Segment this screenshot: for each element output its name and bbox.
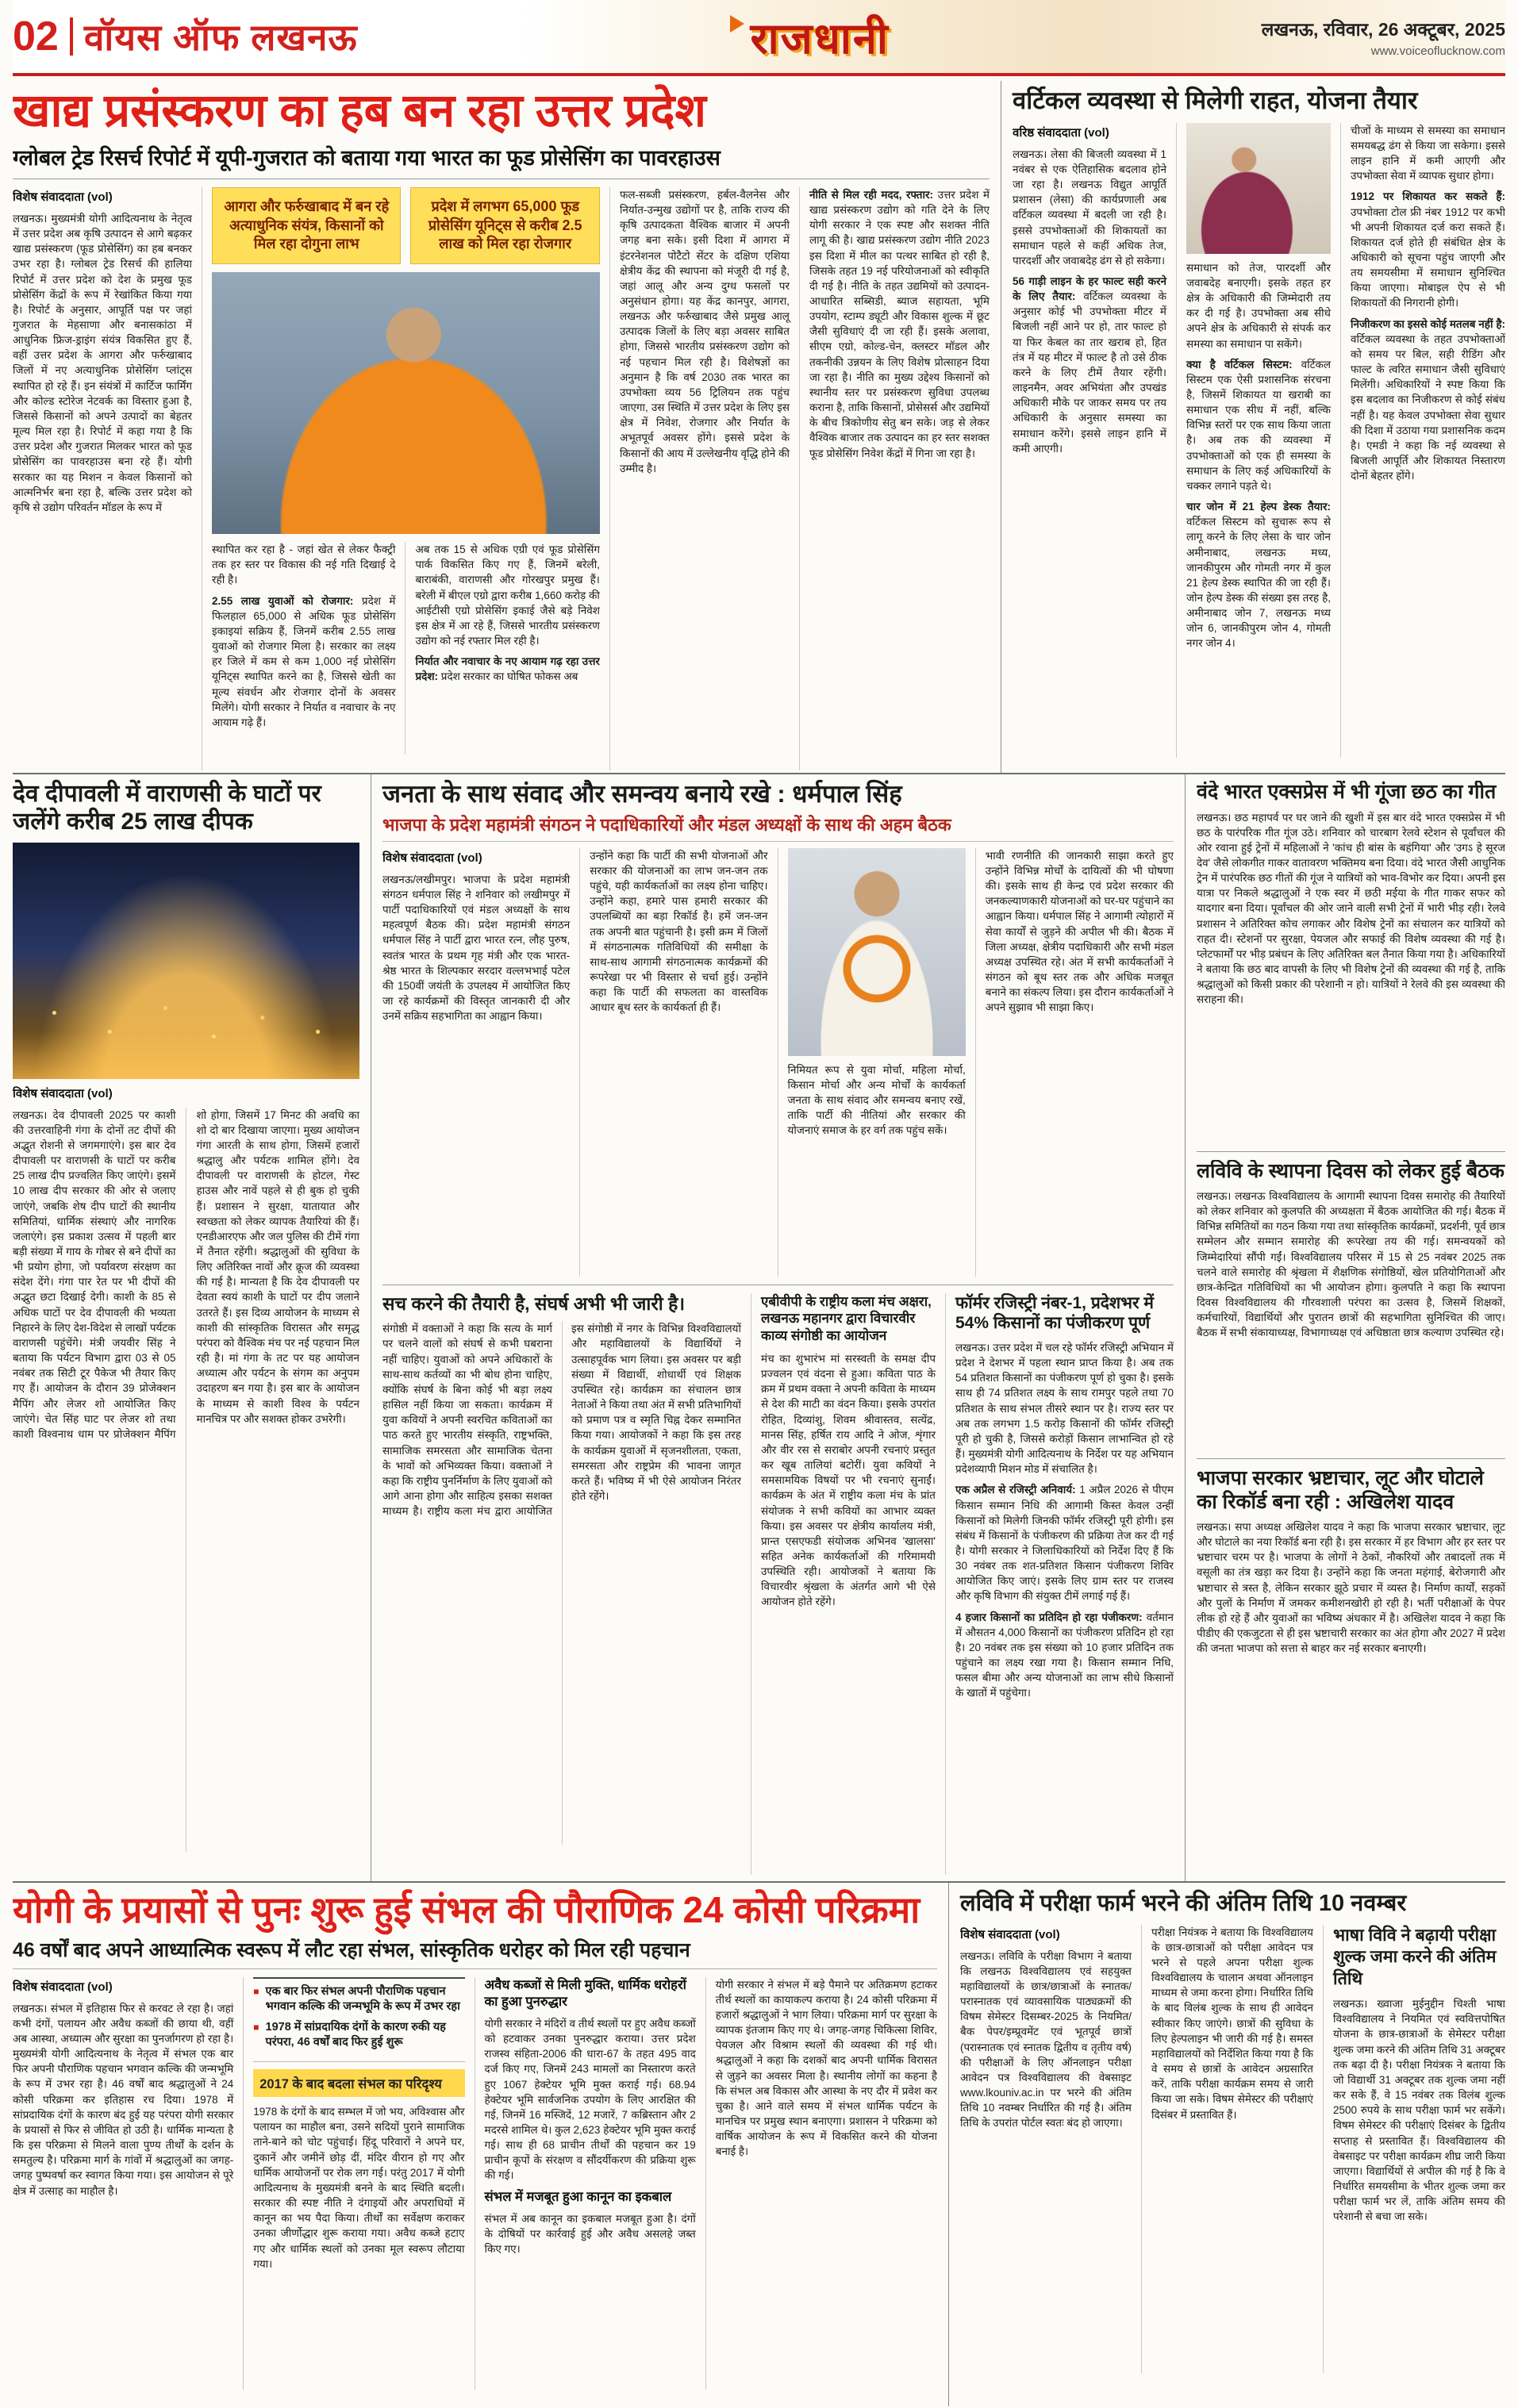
dharm-col-1 [382, 848, 580, 1277]
article-paragraph: चीजों के माध्यम से समस्या का समाधान समयबद्ध ढंग से किया जा सकेगा। इससे लाइन हानि में कमी आएगी और उपभोक्ता सेवा में व्यापक सुधार होगा। [1351, 124, 1505, 182]
byline: विशेष संवाददाता (vol) [13, 1086, 113, 1100]
dharampal-article [382, 781, 1174, 1277]
article-headline: सच करने की तैयारी है, संघर्ष अभी भी जारी है। [382, 1292, 686, 1314]
vertical-system-article [1001, 81, 1505, 774]
paragraph-text: वर्तमान में औसतन 4,000 किसानों का पंजीकरण प्रतिदिन हो रहा है। 20 नवंबर तक इस संख्या को 10 हजार प्रतिदिन तक पहुंचाने का लक्ष्य रखा गया है। किसान सम्मान निधि, फसल बीमा और अन्य योजनाओं का लाभ सीधे किसानों के खातों में पहुंचेगा। [955, 1611, 1174, 1699]
article-paragraph: उन्होंने कहा कि पार्टी की सभी योजनाओं और सरकार की योजनाओं का लाभ जन-जन तक पहुंचे, यही कार्यकर्ताओं का लक्ष्य होना चाहिए। उन्होंने कहा, हमारे पास हमारी सरकार की उपलब्धियों का बड़ा रिकॉर्ड है। हमें जन-जन तक अपनी बात पहुंचानी है। इसी क्रम में जिलों में संगठनात्मक गतिविधियों की समीक्षा के साथ-साथ आगामी संगठनात्मक कार्यक्रमों की रूपरेखा पर भी विस्तार से चर्चा हुई। उन्होंने कहा कि पार्टी की सफलता का वास्तविक आधार बूथ स्तर के कार्यकर्ता ही हैं। [590, 849, 768, 1014]
article-paragraph: अब तक 15 से अधिक एग्री एवं फूड प्रोसेसिंग पार्क विकसित किए गए हैं, जिनमें बरेली, बाराबंकी, वाराणसी और गोरखपुर प्रमुख हैं। बरेली में बीएल एग्रो द्वारा करीब 1,660 करोड़ की आईटीसी एग्रो प्रोसेसिंग इकाई जैसे बड़े निवेश इस क्षेत्र में आ रहे हैं, जिससे भारतीय प्रसंस्करण उद्योग को नई रफ्तार मिल रही है। [415, 543, 600, 647]
article-paragraph: भावी रणनीति की जानकारी साझा करते हुए उन्होंने विभिन्न मोर्चों के दायित्वों की भी घोषणा की। इसके साथ ही केन्द्र एवं प्रदेश सरकार की जनकल्याणकारी योजनाओं को घर-घर पहुंचाने का आह्वान किया। धर्मपाल सिंह ने आगामी त्योहारों में सेवा कार्यों से जुड़ने की अपील भी की। बैठक में जिला अध्यक्ष, क्षेत्रीय पदाधिकारी और सभी मंडल अध्यक्ष उपस्थित रहे। अंत में सभी कार्यकर्ताओं ने संगठन को बूथ स्तर तक और अधिक मजबूत बनाने का संकल्प लिया। इस दौरान कार्यकर्ताओं ने अपने सुझाव भी साझा किए। [985, 849, 1174, 1014]
akhilesh-article [1197, 1467, 1505, 1773]
article-paragraph: मंच का शुभारंभ मां सरस्वती के समक्ष दीप प्रज्वलन एवं वंदना से हुआ। कविता पाठ के क्रम में प्रथम वक्ता ने अपनी कविता के माध्यम से देश की माटी का वंदन किया। इसके उपरांत रोहित, दिव्यांशु, शिवम श्रीवास्तव, सत्येंद्र, मानस सिंह, हर्षित राय आदि ने ओज, शृंगार और वीर रस से सराबोर अपनी रचनाएं प्रस्तुत कर खूब तालियां बटोरीं। युवा कवियों ने समसामयिक विषयों पर भी रचनाएं सुनाईं। कार्यक्रम के अंत में राष्ट्रीय कला मंच के प्रांत संयोजक ने सभी कवियों का आभार व्यक्त किया। इस अवसर पर क्षेत्रीय कार्यालय मंत्री, प्रान्त एसएफडी संयोजक अभिनव 'खालसा' सहित अनेक कार्यकर्ताओं की गरिमामयी उपस्थिति रही। आयोजकों ने बताया कि विचारवीर श्रृंखला के अंतर्गत आगे भी ऐसे आयोजन होते रहेंगे। [761, 1352, 936, 1608]
highlight-row [212, 187, 600, 264]
middle-right-column [1186, 774, 1505, 1881]
section-divider [1197, 1458, 1505, 1459]
logo-text: राजधानी [750, 15, 890, 63]
article-paragraph [1186, 499, 1331, 651]
page-header [13, 0, 1505, 73]
bullet-text: 1978 में सांप्रदायिक दंगों के कारण रुकी यह परंपरा, 46 वर्षों बाद फिर हुई शुरू [265, 2020, 446, 2049]
dharampal-singh-photo [788, 848, 966, 1056]
section-divider [1197, 1151, 1505, 1152]
inline-subhead: 4 हजार किसानों का प्रतिदिन हो रहा पंजीकरण: [955, 1611, 1143, 1623]
masthead-rule [13, 73, 1505, 76]
article-headline: लविवि के स्थापना दिवस को लेकर हुई बैठक [1197, 1159, 1505, 1182]
article-body [13, 1108, 359, 1852]
inline-subhead: चार जोन में 21 हेल्प डेस्क तैयार: [1186, 501, 1331, 513]
lu-foundation-article [1197, 1160, 1505, 1451]
lead-column-1 [13, 187, 202, 770]
article-paragraph: लखनऊ। लविवि के परीक्षा विभाग ने बताया कि लखनऊ विश्वविद्यालय एवं सहयुक्त महाविद्यालयों के छात्र/छात्राओं के स्नातक/परास्नातक एवं व्यावसायिक पाठ्यक्रमों की विषम सेमेस्टर दिसम्बर-2025 के नियमित/बैक पेपर/इम्प्रूवमेंट एवं भूतपूर्व छात्रों (परास्नातक एवं स्नातक द्वितीय व तृतीय वर्ष) की परीक्षाओं के लिए ऑनलाइन परीक्षा आवेदन पत्र विश्वविद्यालय की वेबसाइट www.lkouniv.ac.in पर भरने की अंतिम तिथि 10 नवम्बर निर्धारित की गई है। अंतिम तिथि के उपरांत पोर्टल स्वतः बंद हो जाएगा। [960, 1949, 1132, 2130]
masthead-title: वॉयस ऑफ लखनऊ [83, 17, 358, 58]
newspaper-logo [730, 7, 890, 66]
article-subheadline: भाजपा के प्रदेश महामंत्री संगठन ने पदाधिकारियों और मंडल अध्यक्षों के साथ की अहम बैठक [382, 812, 1174, 842]
article-paragraph: निमियत रूप से युवा मोर्चा, महिला मोर्चा, किसान मोर्चा और अन्य मोर्चों के कार्यकर्ता जनता के साथ संवाद और समन्वय बनाए रखें, ताकि पार्टी की नीतियां और सरकार की योजनाएं समाज के हर वर्ग तक पहुंच सकें। [787, 1063, 966, 1137]
article-paragraph: समाधान को तेज, पारदर्शी और जवाबदेह बनाएगी। इसके तहत हर क्षेत्र के अधिकारी की जिम्मेदारी तय कर दी गई है। उपभोक्ता अब सीधे अपने क्षेत्र के अधिकारी से संपर्क कर समस्या का समाधान पा सकेंगे। [1186, 261, 1331, 350]
sambhal-col-4 [706, 1977, 937, 2390]
inline-subhead: 56 गाड़ी लाइन के हर फाल्ट सही करने के लिए तैयार: [1013, 275, 1166, 303]
article-paragraph [955, 1610, 1174, 1701]
lead-subheadline: ग्लोबल ट्रेड रिसर्च रिपोर्ट में यूपी-गुजरात को बताया गया भारत का फूड प्रोसेसिंग का पावरहाउस [13, 142, 990, 179]
paragraph-text: वर्टिकल व्यवस्था के तहत उपभोक्ताओं को समय पर बिल, सही रीडिंग और फाल्ट के त्वरित समाधान जैसी सुविधाएं मिलेंगी। अधिकारियों ने स्पष्ट किया कि इस बदलाव का निजीकरण से कोई संबंध नहीं है। यह केवल उपभोक्ता सेवा सुधार की दिशा में उठाया गया प्रशासनिक कदम है। एमडी ने कहा कि नई व्यवस्था से बिजली आपूर्ति और शिकायत निस्तारण दोनों बेहतर होंगे। [1351, 332, 1505, 482]
bullet-icon: ■ [253, 2021, 259, 2033]
article-body [1197, 1519, 1505, 1773]
article-headline: वंदे भारत एक्सप्रेस में भी गूंजा छठ का गीत [1197, 781, 1497, 803]
abvp-article [751, 1293, 946, 1875]
paragraph-text: प्रदेश में फिलहाल 65,000 से अधिक फूड प्रोसेसिंग इकाइयां सक्रिय हैं, जिनमें करीब 2.55 लाख युवाओं को रोजगार मिला है। सरकार का लक्ष्य हर जिले में कम से कम 1,000 नई प्रोसेसिंग यूनिट्स स्थापित करने का है, जिससे खेती का मूल्य संवर्धन और रोजगार दोनों के अवसर मिलेंगे। योगी सरकार ने निर्यात व नवाचार के नए आयाम गढ़े हैं। [212, 594, 396, 728]
article-paragraph: योगी सरकार ने मंदिरों व तीर्थ स्थलों पर हुए अवैध कब्जों को हटवाकर उनका पुनरुद्धार कराया। उत्तर प्रदेश राजस्व संहिता-2006 की धारा-67 के तहत 495 वाद दर्ज किए गए, जिनमें 243 मामलों का निस्तारण करते हुए 1067 हेक्टेयर भूमि मुक्त कराई गई। 68.94 हेक्टेयर भूमि सार्वजनिक उपयोग के लिए आरक्षित की गई, जिनमें 16 मस्जिदें, 12 मजारें, 7 कब्रिस्तान और 2 मदरसे शामिल थे। कुल 2,623 हेक्टेयर भूमि मुक्त कराई गई। साथ ही 68 प्राचीन तीर्थों की पहचान कर 19 प्राचीन कूपों के संरक्षण व सौंदर्यीकरण की प्रक्रिया शुरू की गई। [484, 2017, 696, 2182]
article-body [960, 1925, 1505, 2373]
inline-subhead: एक अप्रैल से रजिस्ट्री अनिवार्य: [955, 1484, 1076, 1496]
bullet-item [253, 1984, 464, 2014]
sambhal-article [13, 1883, 949, 2406]
vertical-col-3 [1341, 123, 1505, 758]
article-headline: भाषा विवि ने बढ़ायी परीक्षा शुल्क जमा करने की अंतिम तिथि [1333, 1925, 1497, 1988]
article-body [1013, 123, 1505, 758]
sambhal-col-3 [475, 1977, 706, 2390]
article-headline: लविवि में परीक्षा फार्म भरने की अंतिम तिथि 10 नवम्बर [960, 1891, 1407, 1916]
farmer-registry-article [946, 1293, 1174, 1875]
article-body [1197, 810, 1505, 1143]
bhasha-university-article [1324, 1925, 1505, 2373]
bullet-list [253, 1977, 464, 2063]
paragraph-text: उपभोक्ता टोल फ्री नंबर 1912 पर कभी भी अपनी शिकायत दर्ज करा सकते हैं। शिकायत दर्ज होते ही संबंधित क्षेत्र के अधिकारी को सूचना पहुंच जाएगी और तय समयसीमा में समाधान सुनिश्चित किया जाएगा। मोबाइल ऐप से भी शिकायतों की निगरानी होगी। [1351, 205, 1505, 309]
dharm-col-2 [580, 848, 778, 1277]
paragraph-text: वर्टिकल व्यवस्था के अनुसार कोई भी उपभोक्ता मीटर में बिजली नहीं आने पर हो, तार फाल्ट हो या फिर केबल का तार खराब हो, हित तंत्र में यह मीटर में फाल्ट है तो उसे ठीक करने के लिए टीमें तैयार रहेंगी। लाइनमैन, अवर अभियंता और उपखंड अधिकारी मौके पर जाकर समय पर तय अधिकारी के अनुसार समस्या का समाधान करेंगे। इससे लाइन हानि में कमी आएगी। [1013, 290, 1166, 455]
article-subhead: अवैध कब्जों से मिली मुक्ति, धार्मिक धरोहरों का हुआ पुनरुद्धार [484, 1977, 686, 2009]
paragraph-text: उत्तर प्रदेश में खाद्य प्रसंस्करण उद्योग को गति देने के लिए योगी सरकार ने एक स्पष्ट और सशक्त नीति लागू की है। खाद्य प्रसंस्करण उद्योग नीति 2023 इस दिशा में मील का पत्थर साबित हो रही है, जिसके तहत 19 नई परियोजनाओं को स्वीकृति दी गई है। नीति के तहत उद्यमियों को उत्पादन-आधारित सब्सिडी, ब्याज सहायता, भूमि उपयोग, स्टाम्प ड्यूटी और विकास शुल्क में छूट जैसी सुविधाएं दी जा रही हैं। इसके अलावा, सीएम एग्रो, कोल्ड-चेन, क्लस्टर मॉडल और तकनीकी उन्नयन के लिए विशेष प्रोत्साहन दिया जा रहा है। नीति का मुख्य उद्देश्य किसानों को स्थानीय स्तर पर प्रसंस्करण सुविधा उपलब्ध कराना है, ताकि किसानों, प्रोसेसर्स और उद्यमियों के बीच त्रिकोणीय सेतु बन सके। जड़ से लेकर वैश्विक बाजार तक उत्पादन का हर स्तर सशक्त फूड प्रोसेसिंग निवेश केंद्रों में गिना जा रहा है। [809, 188, 990, 459]
article-paragraph: लखनऊ। छठ महापर्व पर घर जाने की खुशी में इस बार वंदे भारत एक्सप्रेस में भी छठ के पारंपरिक गीत गूंज उठे। शनिवार को चारबाग रेलवे स्टेशन से पूर्वांचल की ओर रवाना हुई ट्रेनों में महिलाओं ने 'कांच ही बांस के बहंगिया' और 'उगऽ हे सूरज देव' जैसे लोकगीत गाकर वातावरण भक्तिमय बना दिया। वंदे भारत जैसी आधुनिक ट्रेन में पारंपरिक छठ गीतों की गूंज ने यात्रियों को भाव-विभोर कर दिया। अपनी इस यात्रा पर निकले श्रद्धालुओं ने एक स्वर में छठी मईया के गीत गाकर सफर को यादगार बना दिया। पूर्वांचल की ओर जाने वाली सभी ट्रेनों में भारी भीड़ रही। रेलवे प्रशासन ने अतिरिक्त कोच लगाकर और विशेष ट्रेनों का संचालन कर यात्रियों को राहत दी। स्टेशनों पर सुरक्षा, पेयजल और सफाई की विशेष व्यवस्था की गई है। प्लेटफार्मों पर भीड़ प्रबंधन के लिए अतिरिक्त बल तैनात किया गया है। अधिकारियों ने बताया कि छठ बाद वापसी के लिए भी विशेष ट्रेनों की व्यवस्था की गई है, ताकि श्रद्धालुओं को किसी प्रकार की परेशानी न हो। यात्रियों ने रेलवे की इस व्यवस्था की सराहना की। [1197, 811, 1505, 1006]
article-paragraph: फल-सब्जी प्रसंस्करण, हर्बल-वैलनेस और निर्यात-उन्मुख उद्योगों पर है, ताकि राज्य की कृषि उत्पादकता वैश्विक बाजार में अपनी जगह बना सके। इसी दिशा में आगरा में इंटरनेशनल पोटैटो सेंटर के दक्षिण एशिया क्षेत्रीय केंद्र की स्थापना को मंजूरी दी गई है, जहां आलू और अन्य दुग्ध फसलों पर अनुसंधान होगा। यह केंद्र कानपुर, आगरा, लखनऊ और फर्रुखाबाद जैसे प्रमुख आलू उत्पादक जिलों के लिए बड़ा अवसर साबित होगा, जिससे भारतीय प्रसंस्करण उद्योग को नई पहचान मिल रही है। विशेषज्ञों का अनुमान है कि वर्ष 2030 तक भारत का उपभोक्ता व्यय 56 ट्रिलियन तक पहुंच जाएगा, उस स्थिति में उत्तर प्रदेश के लिए इस क्षेत्र में निवेश, रोजगार और निर्यात के अभूतपूर्व अवसर होंगे। इससे प्रदेश के किसानों की आय में उल्लेखनीय वृद्धि होने की उम्मीद है। [619, 188, 790, 474]
vertical-col-2 [1177, 123, 1341, 758]
chhath-article [1197, 781, 1505, 1143]
article-body [1197, 1189, 1505, 1450]
article-paragraph: परीक्षा नियंत्रक ने बताया कि विश्वविद्यालय के छात्र-छात्राओं को परीक्षा आवेदन पत्र भरने से पहले अपना परीक्षा शुल्क विश्वविद्यालय के चालान अथवा ऑनलाइन माध्यम से जमा करना होगा। निर्धारित तिथि के बाद विलंब शुल्क के साथ ही आवेदन स्वीकार किए जाएंगे। छात्रों की सुविधा के लिए हेल्पलाइन भी जारी की गई है। समस्त महाविद्यालयों को निर्देशित किया गया है कि वे समय से छात्रों के आवेदन अग्रसारित करें, ताकि परीक्षा कार्यक्रम समय से जारी किया जा सके। विषम सेमेस्टर की परीक्षाएं दिसंबर में प्रस्तावित हैं। [1151, 1926, 1313, 2121]
article-paragraph: लखनऊ। उत्तर प्रदेश में चल रहे फॉर्मर रजिस्ट्री अभियान में प्रदेश ने देशभर में पहला स्थान प्राप्त किया है। अब तक 54 प्रतिशत किसानों का पंजीकरण पूर्ण हो चुका है। इसके साथ ही 74 प्रतिशत लक्ष्य के साथ रामपुर पहले तथा 70 प्रतिशत के साथ संभल तीसरे स्थान पर है। राज्य स्तर पर अब तक लगभग 1.5 करोड़ किसानों की फॉर्मर रजिस्ट्री पूरी हो चुकी है, जिससे करोड़ों किसान लाभान्वित हो रहे हैं। मुख्यमंत्री योगी आदित्यनाथ के निर्देश पर यह अभियान प्रदेशव्यापी मिशन मोड में संचालित है। [955, 1341, 1174, 1476]
bottom-right-section [949, 1883, 1505, 2406]
dharm-col-3 [778, 848, 976, 1277]
center-sub-row [382, 1285, 1174, 1875]
official-photo [1186, 123, 1331, 254]
lu-exam-col-2 [1142, 1925, 1324, 2373]
article-paragraph: लखनऊ। देव दीपावली 2025 पर काशी की उत्तरवाहिनी गंगा के दोनों तट दीपों की अद्भुत रोशनी से जगमगाएंगे। इस बार देव दीपावली पर वाराणसी के घाटों पर करीब 25 लाख दीप प्रज्वलित किए जाएंगे। इसमें 10 लाख दीप सरकार की ओर से जलाए जाएंगे, जबकि शेष दीप घाटों की स्थानीय समितियां, धार्मिक संस्थाएं और नागरिक जलाएंगे। इस प्रकाश उत्सव में पहली बार बड़ी संख्या में गाय के गोबर से बने दीपों का भी प्रयोग होगा, जो पर्यावरण संरक्षण का संदेश देंगे। गंगा पार रेत पर भी दीपों की अद्भुत छटा दिखाई देगी। काशी के 85 से अधिक घाटों पर देव दीपावली की भव्यता निहारने के लिए देश-विदेश से लाखों पर्यटक वाराणसी पहुंचेंगे। मंत्री जयवीर सिंह ने बताया कि पर्यटन विभाग द्वारा 03 से 05 नवंबर तक सिटी टूर पैकेज भी तैयार किए गए हैं। आयोजन के दौरान 39 प्रोजेक्शन मैपिंग और लेजर शो आयोजित किए जाएंगे। चेत सिंह घाट पर लेजर शो तथा काशी विश्वनाथ धाम पर प्रोजेक्शन मैपिंग शो होगा, जिसमें 17 मिनट की अवधि का शो दो बार दिखाया जाएगा। मुख्य आयोजन गंगा आरती के साथ होगा, जिसमें हजारों श्रद्धालु और पर्यटक शामिल होंगे। देव दीपावली पर वाराणसी के होटल, गेस्ट हाउस और नावें पहले से ही बुक हो चुकी हैं। प्रशासन ने सुरक्षा, यातायात और स्वच्छता को लेकर व्यापक तैयारियां की हैं। एनडीआरएफ और जल पुलिस की टीमें गंगा में तैनात रहेंगी। श्रद्धालुओं की सुविधा के लिए अतिरिक्त नावों और क्रूज की व्यवस्था की गई है। मान्यता है कि देव दीपावली पर देवता स्वयं काशी के घाटों पर दीप जलाने उतरते हैं। इस दिव्य आयोजन के माध्यम से काशी की सांस्कृतिक विरासत और समृद्ध परंपरा को वैश्विक मंच पर नई पहचान मिल रही है। मां गंगा के तट पर यह आयोजन अध्यात्म और पर्यटन के संगम का अनुपम उदाहरण बन गया है। इस बार के आयोजन के माध्यम से काशी विश्व के पर्यटन मानचित्र पर और सशक्त होकर उभरेगी। [13, 1108, 359, 1440]
article-body [13, 1977, 937, 2390]
lead-middle-columns [212, 542, 600, 755]
vertical-col-1 [1013, 123, 1177, 758]
masthead-left [13, 12, 358, 61]
article-paragraph: संभल में अब कानून का इकबाल मजबूत हुआ है। दंगों के दोषियों पर कार्रवाई हुई और अवैध असलहे जब्त किए गए। [484, 2212, 696, 2256]
lead-column-4 [610, 187, 800, 770]
middle-center-section [371, 774, 1186, 1881]
article-body [382, 1321, 741, 1845]
paragraph-text: 1 अप्रैल 2026 से पीएम किसान सम्मान निधि की आगामी किस्त केवल उन्हीं किसानों को मिलेगी जिनकी फॉर्मर रजिस्ट्री पूरी होगी। इस संबंध में किसानों के पंजीकरण की प्रक्रिया तेज कर दी गई है। योगी सरकार ने जिलाधिकारियों को निर्देश दिए हैं कि 30 नवंबर तक शत-प्रतिशत किसान पंजीकरण शिविर आयोजित किए जाएं। इसके लिए ग्राम स्तर पर राजस्व और कृषि विभाग की संयुक्त टीमें लगाई गई हैं। [955, 1484, 1174, 1603]
lead-article [13, 81, 1001, 774]
inline-subhead: 1912 पर शिकायत कर सकते हैं: [1351, 190, 1505, 203]
byline: विशेष संवाददाता (vol) [382, 851, 482, 865]
article-paragraph: 1978 के दंगों के बाद सम्भल में जो भय, अविश्वास और पलायन का माहौल बना, उसने सदियों पुराने सामाजिक ताने-बाने को चोट पहुंचाई। हिंदू परिवारों ने अपने घर, दुकानें और जमीनें छोड़ दीं, मंदिर वीरान हो गए और धार्मिक आयोजनों पर रोक लग गई। परंतु 2017 में योगी आदित्यनाथ के मुख्यमंत्री बनने के बाद स्थिति बदली। सरकार की स्पष्ट नीति ने दंगाइयों और अपराधियों में कानून का भय पैदा किया। तीर्थों का सर्वेक्षण कराकर उनका जीर्णोद्धार शुरू कराया गया। अवैध कब्जे हटाए गए और धार्मिक स्थलों को उनका मूल स्वरूप लौटाया गया। [253, 2106, 465, 2270]
highlight-subhead: 2017 के बाद बदला संभल का परिदृश्य [253, 2069, 464, 2097]
inline-subhead: नीति से मिल रही मदद, रफ्तार: [809, 188, 934, 201]
article-paragraph [1351, 317, 1505, 484]
highlight-box-1: आगरा और फर्रुखाबाद में बन रहे अत्याधुनिक संयंत्र, किसानों को मिल रहा दोगुना लाभ [212, 187, 401, 264]
inline-subhead: निजीकरण का इससे कोई मतलब नहीं है: [1351, 317, 1505, 330]
article-paragraph [955, 1482, 1174, 1603]
article-paragraph: लखनऊ। सपा अध्यक्ष अखिलेश यादव ने कहा कि भाजपा सरकार भ्रष्टाचार, लूट और घोटाले का नया रिकॉर्ड बना रही है। इस सरकार में हर विभाग और हर स्तर पर भ्रष्टाचार चरम पर है। भाजपा के लोगों ने ठेकों, नौकरियों और तबादलों तक में वसूली का तंत्र खड़ा कर दिया है। उन्होंने कहा कि जनता महंगाई, बेरोजगारी और भ्रष्टाचार से त्रस्त है, लेकिन सरकार झूठे प्रचार में व्यस्त है। निर्माण कार्यों, सड़कों और पुलों के निर्माण में जमकर कमीशनखोरी हो रही है। भर्ती परीक्षाओं के पेपर लीक हो रहे हैं और युवाओं का भविष्य अंधकार में है। अखिलेश यादव ने कहा कि पीडीए की एकजुटता से ही इस भ्रष्टाचारी सरकार का अंत होगा और 2027 में प्रदेश की जनता भाजपा को सत्ता से बाहर कर नई सरकार बनाएगी। [1197, 1521, 1505, 1655]
article-headline: भाजपा सरकार भ्रष्टाचार, लूट और घोटाले का रिकॉर्ड बना रही : अखिलेश यादव [1197, 1467, 1484, 1513]
sambhal-col-2 [244, 1977, 475, 2390]
lu-exam-col-1 [960, 1925, 1142, 2373]
article-paragraph: लखनऊ। मुख्यमंत्री योगी आदित्यनाथ के नेतृत्व में उत्तर प्रदेश अब कृषि उत्पादन से आगे बढ़कर खाद्य प्रसंस्करण (फूड प्रोसेसिंग) का हब बनकर उभर रहा है। ग्लोबल ट्रेड रिसर्च की हालिया रिपोर्ट में उत्तर प्रदेश को देश के प्रमुख फूड प्रोसेसिंग केंद्रों के रूप में रेखांकित किया गया है। रिपोर्ट के अनुसार, आपूर्ति पक्ष पर जहां गुजरात के मेहसाणा और बनासकांठा में आधुनिक फ्रिज-ड्राइंग संयंत्र विकसित हुए हैं, वहीं उत्तर प्रदेश के आगरा और फर्रुखाबाद जिलों में नए अत्याधुनिक प्रोसेसिंग प्लांट्स स्थापित हो रहे हैं। इन संयंत्रों में कार्टिज फार्मिंग और कोल्ड स्टोरेज नेटवर्क का विस्तार हुआ है, जिससे किसानों को अपने उत्पादों का बेहतर मूल्य मिल रहा है। रिपोर्ट में कहा गया है कि उत्तर प्रदेश और गुजरात मिलकर भारत को फूड प्रोसेसिंग का पावरहाउस बना रहे हैं। योगी सरकार का यह मिशन न केवल किसानों को आत्मनिर्भर बना रहा है, बल्कि उत्तर प्रदेश को कृषि से उद्योग परिवर्तन मॉडल के रूप में [13, 212, 193, 513]
top-band [13, 81, 1505, 774]
paragraph-text: वर्टिकल सिस्टम को सुचारू रूप से लागू करने के लिए लेसा के चार जोन अमीनाबाद, लखनऊ मध्य, जानकीपुरम और गोमती नगर में कुल 21 हेल्प डेस्क स्थापित की जा रही हैं। जोन हेल्प डेस्क की संख्या इस तरह है, अमीनाबाद जोन 7, लखनऊ मध्य जोन 6, जानकीपुरम जोन 4, गोमती नगर जोन 4। [1186, 516, 1331, 650]
article-headline: देव दीपावली में वाराणसी के घाटों पर जलेंगे करीब 25 लाख दीपक [13, 781, 321, 835]
bullet-text: एक बार फिर संभल अपनी पौराणिक पहचान भगवान कल्कि की जन्मभूमि के रूप में उभर रहा [265, 1984, 460, 2013]
article-paragraph: लखनऊ। लखनऊ विश्वविद्यालय के आगामी स्थापना दिवस समारोह की तैयारियों को लेकर शनिवार को कुलपति की अध्यक्षता में बैठक आयोजित की गई। बैठक में विभिन्न समितियों का गठन किया गया तथा सांस्कृतिक कार्यक्रमों, प्रदर्शनी, पूर्व छात्र सम्मेलन और सम्मान समारोह की रूपरेखा तय की गई। समन्वयकों को जिम्मेदारियां सौंपी गईं। विश्वविद्यालय परिसर में 15 से 25 नवंबर 2025 तक चलने वाले समारोह की श्रृंखला में शैक्षणिक संगोष्ठियों, खेल प्रतियोगिताओं और छात्र-केन्द्रित गतिविधियों का भी आयोजन होगा। कुलपति ने कहा कि स्थापना दिवस विश्वविद्यालय की गौरवशाली परंपरा का उत्सव है, जिसमें शिक्षकों, कर्मचारियों, विद्यार्थियों और पुरातन छात्रों की सहभागिता सुनिश्चित की जाए। बैठक में सभी संकायाध्यक्ष, विभागाध्यक्ष एवं अधिष्ठाता छात्र कल्याण उपस्थित रहे। [1197, 1190, 1505, 1339]
article-paragraph: स्थापित कर रहा है - जहां खेत से लेकर फैक्ट्री तक हर स्तर पर विकास की नई गति दिखाई दे रही है। [212, 543, 396, 586]
bullet-icon: ■ [253, 1985, 259, 1997]
lead-column-middle [202, 187, 610, 770]
article-paragraph [1013, 274, 1166, 456]
article-paragraph: योगी सरकार ने संभल में बड़े पैमाने पर अतिक्रमण हटाकर तीर्थ स्थलों का कायाकल्प कराया है। 24 कोसी परिक्रमा में हजारों श्रद्धालुओं ने भाग लिया। परिक्रमा मार्ग पर सुरक्षा के व्यापक इंतजाम किए गए थे। जगह-जगह चिकित्सा शिविर, पेयजल और विश्राम स्थलों की व्यवस्था की गई थी। श्रद्धालुओं ने कहा कि दशकों बाद अपनी धार्मिक विरासत से जुड़ने का अवसर मिला है। स्थानीय लोगों का कहना है कि संभल अब विकास और आस्था के नए दौर में प्रवेश कर चुका है। आने वाले समय में संभल धार्मिक पर्यटन के मानचित्र पर प्रमुख स्थान बनाएगा। प्रशासन ने परिक्रमा को वार्षिक आयोजन के रूप में विकसित करने की योजना बनाई है। [715, 1978, 937, 2158]
varanasi-ghats-photo [13, 843, 359, 1079]
article-paragraph [1186, 357, 1331, 494]
article-paragraph [809, 187, 990, 461]
article-paragraph: लखनऊ। लेसा की बिजली व्यवस्था में 1 नवंबर से एक ऐतिहासिक बदलाव होने जा रहा है। लखनऊ विद्युत आपूर्ति प्रशासन (लेसा) की कार्यप्रणाली अब वर्टिकल व्यवस्था में बदली जा रही है। इससे उपभोक्ताओं की शिकायतों का समाधान पहले से कहीं अधिक तेज, पारदर्शी और जवाबदेह ढंग से हो सकेगा। [1013, 148, 1166, 267]
sambhal-col-1 [13, 1977, 244, 2390]
dev-deepawali-article [13, 774, 371, 1881]
byline: विशेष संवाददाता (vol) [13, 1980, 113, 1994]
byline: विशेष संवाददाता (vol) [960, 1927, 1060, 1941]
bullet-item [253, 2020, 464, 2050]
article-subheadline: 46 वर्षों बाद अपने आध्यात्मिक स्वरूप में लौट रहा संभल, सांस्कृतिक धरोहर को मिल रही पहचान [13, 1936, 937, 1969]
paragraph-text: प्रदेश सरकार का घोषित फोकस अब [440, 670, 578, 683]
article-subhead: संभल में मजबूत हुआ कानून का इकबाल [484, 2189, 672, 2204]
article-headline: एबीवीपी के राष्ट्रीय कला मंच अक्षरा, लखनऊ महानगर द्वारा विचारवीर काव्य संगोष्ठी का आयोजन [761, 1293, 932, 1344]
bottom-band [13, 1883, 1505, 2406]
paragraph-text: वर्टिकल सिस्टम एक ऐसी प्रशासनिक संरचना है, जिसमें शिकायत या खराबी का समाधान एक सीध में नहीं, बल्कि विभिन्न स्तरों पर एक साथ किया जाता है। अब तक की व्यवस्था में उपभोक्ताओं को एक ही समस्या के समाधान के लिए कई अधिकारियों के चक्कर लगाने पड़ते थे। [1186, 358, 1331, 492]
page-number: 02 [13, 13, 59, 60]
lead-body [13, 187, 990, 770]
inline-subhead: 2.55 लाख युवाओं को रोजगार: [212, 594, 354, 607]
dharm-col-4 [976, 848, 1174, 1277]
sach-article [382, 1293, 751, 1875]
article-paragraph [1351, 189, 1505, 310]
masthead-right [1262, 16, 1505, 58]
article-paragraph [212, 593, 395, 730]
article-paragraph: संगोष्ठी में वक्ताओं ने कहा कि सत्य के मार्ग पर चलने वालों को संघर्ष से कभी घबराना नहीं चाहिए। युवाओं को अपने अधिकारों के साथ-साथ कर्तव्यों का भी बोध होना चाहिए, क्योंकि संघर्ष के बिना कोई भी बड़ा लक्ष्य हासिल नहीं किया जा सकता। कार्यक्रम में युवा कवियों ने अपनी स्वरचित कविताओं का पाठ करते हुए भारतीय संस्कृति, राष्ट्रभक्ति, सामाजिक समरसता और सामाजिक चेतना के भावों को अभिव्यक्त किया। वक्ताओं ने कहा कि राष्ट्रीय पुनर्निर्माण के लिए युवाओं को आगे आना होगा और साहित्य इसका सशक्त माध्यम है। राष्ट्रीय कला मंच द्वारा आयोजित इस संगोष्ठी में नगर के विभिन्न विश्वविद्यालयों और महाविद्यालयों के विद्यार्थियों ने उत्साहपूर्वक भाग लिया। इस अवसर पर बड़ी संख्या में विद्यार्थी, शोधार्थी एवं शिक्षक उपस्थित रहे। कार्यक्रम का संचालन छात्र नेताओं ने किया तथा अंत में सभी प्रतिभागियों को प्रमाण पत्र व स्मृति चिह्न देकर सम्मानित किया गया। आयोजकों ने कहा कि इस तरह के कार्यक्रम युवाओं में सृजनशीलता, एकता, समरसता और राष्ट्रप्रेम की भावना जागृत करते हैं। भविष्य में भी ऐसे आयोजन निरंतर होते रहेंगे। [382, 1323, 741, 1518]
article-paragraph: लखनऊ। ख्वाजा मुईनुद्दीन चिश्ती भाषा विश्वविद्यालय ने नियमित एवं स्ववित्तपोषित योजना के छात्र-छात्राओं के सेमेस्टर परीक्षा शुल्क जमा करने की अंतिम तिथि 31 अक्टूबर तक बढ़ा दी है। परीक्षा नियंत्रक ने बताया कि जो विद्यार्थी 31 अक्टूबर तक शुल्क जमा नहीं कर सके हैं, वे 15 नवंबर तक विलंब शुल्क 2500 रुपये के साथ परीक्षा फार्म भर सकेंगे। विषम सेमेस्टर की परीक्षाएं दिसंबर के द्वितीय सप्ताह से प्रस्तावित हैं। विश्वविद्यालय की वेबसाइट पर परीक्षा कार्यक्रम शीघ्र जारी किया जाएगा। विद्यार्थियों से अपील की गई है कि वे निर्धारित समयसीमा के भीतर शुल्क जमा कर परीक्षा फार्म भर लें, ताकि अंतिम समय की परेशानी से बचा जा सके। [1333, 1998, 1505, 2223]
highlight-box-2: प्रदेश में लगभग 65,000 फूड प्रोसेसिंग यूनिट्स से करीब 2.5 लाख को मिल रहा रोजगार [410, 187, 599, 264]
lead-mid-col-a [212, 542, 405, 755]
article-paragraph: लखनऊ/लखीमपुर। भाजपा के प्रदेश महामंत्री संगठन धर्मपाल सिंह ने शनिवार को लखीमपुर में पार्टी पदाधिकारियों एवं मंडल अध्यक्षों के साथ महत्वपूर्ण बैठक की। प्रदेश महामंत्री संगठन धर्मपाल सिंह ने पार्टी द्वारा भारत रत्न, लौह पुरुष, स्वतंत्र भारत के प्रथम गृह मंत्री और एक भारत-श्रेष्ठ भारत के शिल्पकार सरदार वल्लभभाई पटेल की 150वीं जयंती के उपलक्ष्य में आयोजित किए जा रहे कार्यक्रमों की विस्तृत जानकारी दी और उनमें सक्रिय सहभागिता का आह्वान किया। [382, 873, 571, 1023]
lead-mid-col-b [405, 542, 599, 755]
byline: वरिष्ठ संवाददाता (vol) [1013, 125, 1109, 140]
issue-date: लखनऊ, रविवार, 26 अक्टूबर, 2025 [1261, 18, 1505, 40]
cm-yogi-photo [212, 272, 600, 534]
article-headline: जनता के साथ संवाद और समन्वय बनाये रखे : धर्मपाल सिंह [382, 780, 902, 808]
article-headline: फॉर्मर रजिस्ट्री नंबर-1, प्रदेशभर में 54% किसानों का पंजीकरण पूर्ण [955, 1293, 1154, 1333]
masthead-divider [70, 17, 73, 56]
inline-subhead: निर्यात और नवाचार के नए आयाम गढ़ रहा उत्तर प्रदेश: [415, 655, 600, 683]
byline: विशेष संवाददाता (vol) [13, 190, 113, 204]
lead-column-5 [800, 187, 990, 770]
lead-headline: खाद्य प्रसंस्करण का हब बन रहा उत्तर प्रदेश [13, 85, 706, 136]
inline-subhead: क्या है वर्टिकल सिस्टम: [1186, 358, 1293, 371]
article-headline: वर्टिकल व्यवस्था से मिलेगी राहत, योजना तैयार [1013, 86, 1418, 114]
website-url: www.voiceoflucknow.com [1370, 44, 1505, 58]
article-paragraph [415, 654, 599, 684]
article-paragraph: लखनऊ। संभल में इतिहास फिर से करवट ले रहा है। जहां कभी दंगों, पलायन और अवैध कब्जों की छाया थी, वहीं अब आस्था, अध्यात्म और सुरक्षा का पुनर्जागरण हो रहा है। मुख्यमंत्री योगी आदित्यनाथ के नेतृत्व में संभल एक बार फिर अपनी पौराणिक पहचान भगवान कल्कि की जन्मभूमि के रूप में उभर रहा है। 46 वर्षों बाद श्रद्धालुओं ने 24 कोसी परिक्रमा कर इतिहास रच दिया। 1978 में सांप्रदायिक दंगों के कारण बंद हुई यह परंपरा योगी सरकार के प्रयासों से फिर से जीवित हो उठी है। धार्मिक मान्यता है कि इस परिक्रमा से मिलने वाला पुण्य तीर्थों के दर्शन के समतुल्य है। परिक्रमा मार्ग के गांवों में श्रद्धालुओं का जगह-जगह पुष्पवर्षा कर स्वागत किया गया। इस आयोजन से पूरे क्षेत्र में उत्साह का माहौल है। [13, 2002, 234, 2197]
article-headline: योगी के प्रयासों से पुनः शुरू हुई संभल की पौराणिक 24 कोसी परिक्रमा [13, 1889, 920, 1930]
article-body [382, 848, 1174, 1277]
middle-band [13, 774, 1505, 1883]
flag-icon [730, 15, 744, 33]
